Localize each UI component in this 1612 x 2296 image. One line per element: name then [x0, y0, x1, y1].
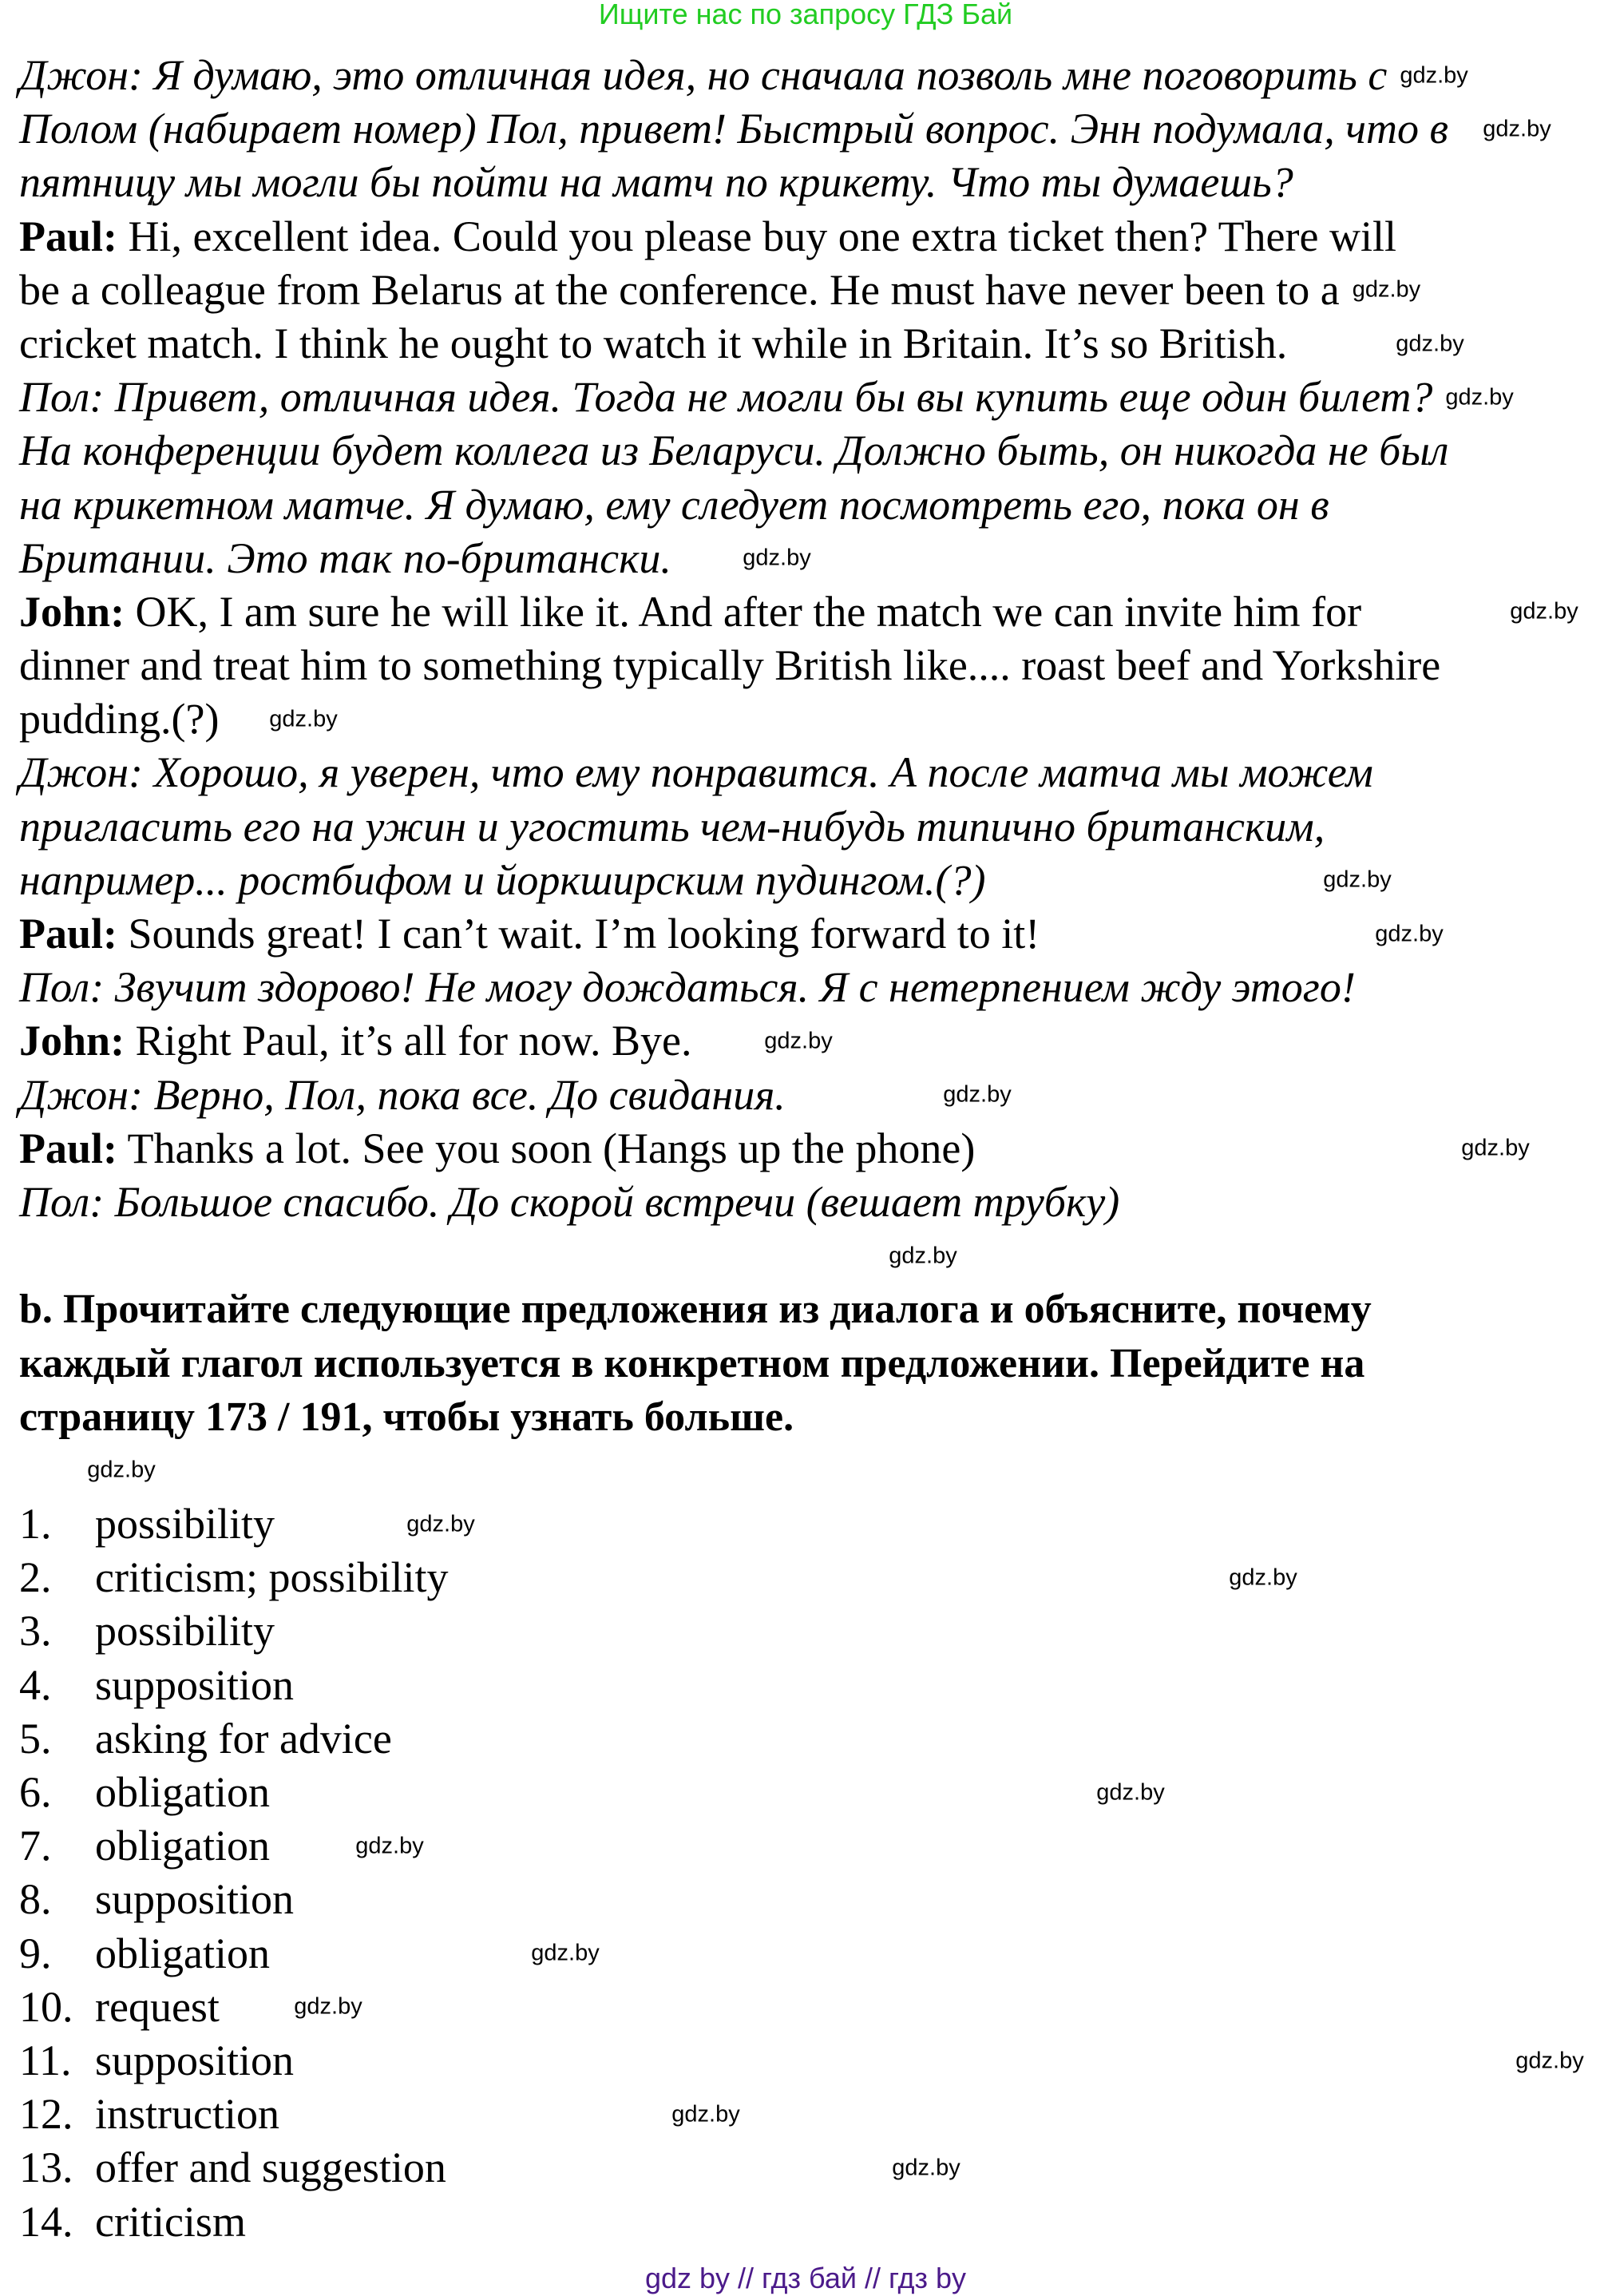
answer-text: supposition: [95, 1875, 295, 1924]
line-text: страницу 173 / 191, чтобы узнать больше.: [19, 1394, 794, 1440]
answer-text: instruction: [95, 2090, 279, 2139]
answer-text: possibility: [95, 1500, 275, 1549]
answer-item: [19, 2141, 1608, 2195]
line-text: Пол: Привет, отличная идея. Тогда не могли бы вы купить еще один билет?: [19, 373, 1433, 422]
answer-item: [19, 1659, 1608, 1712]
answer-number: 13.: [19, 2143, 73, 2192]
task-heading-line: [19, 1390, 1608, 1444]
watermark-text: gdz.by: [1400, 62, 1468, 89]
task-heading-line: [19, 1337, 1608, 1390]
line-text: Пол: Большое спасибо. До скорой встречи (вешает трубку): [19, 1177, 1120, 1226]
dialogue-line: [19, 907, 1608, 961]
search-hint-header: Ищите нас по запросу ГДЗ Бай: [598, 0, 1013, 30]
line-text: b. Прочитайте следующие предложения из диалога и объясните, почему: [19, 1287, 1372, 1333]
translation-line: [19, 478, 1608, 532]
dialogue-line: [19, 210, 1608, 264]
answer-text: obligation: [95, 1822, 270, 1870]
answer-item: [19, 2195, 1608, 2249]
watermark-text: gdz.by: [1229, 1564, 1297, 1591]
answer-item: [19, 1604, 1608, 1658]
translation-line: [19, 1069, 1608, 1122]
answer-item: [19, 1712, 1608, 1766]
answer-item: [19, 2034, 1608, 2088]
line-text: Джон: Хорошо, я уверен, что ему понравится. А после матча мы можем: [19, 748, 1373, 797]
answer-number: 1.: [19, 1500, 52, 1549]
dialogue-line: [19, 1122, 1608, 1176]
watermark-text: gdz.by: [1375, 921, 1444, 947]
spacer: [19, 1444, 1608, 1497]
translation-line: [19, 746, 1608, 799]
answer-text: criticism; possibility: [95, 1553, 449, 1602]
watermark-text: gdz.by: [1510, 598, 1578, 625]
line-text: dinner and treat him to something typically British like.... roast beef and Yorkshire: [19, 641, 1441, 690]
watermark-text: gdz.by: [294, 1993, 362, 2020]
line-text: be a colleague from Belarus at the conference. He must have never been to a: [19, 265, 1340, 314]
line-text: OK, I am sure he will like it. And after the match we can invite him for: [125, 587, 1362, 636]
dialogue-line: [19, 585, 1608, 639]
answer-number: 2.: [19, 1553, 52, 1602]
speaker-name: Paul:: [19, 212, 118, 260]
watermark-text: gdz.by: [1445, 384, 1514, 410]
watermark-text: gdz.by: [1461, 1135, 1530, 1161]
watermark-text: gdz.by: [743, 545, 811, 571]
answer-text: supposition: [95, 2036, 295, 2084]
answer-number: 9.: [19, 1929, 52, 1977]
watermark-text: gdz.by: [406, 1511, 475, 1537]
translation-line: [19, 371, 1608, 424]
speaker-name: Paul:: [19, 1124, 118, 1172]
watermark-text: gdz.by: [889, 1243, 957, 1269]
answer-text: offer and suggestion: [95, 2143, 446, 2192]
watermark-text: gdz.by: [531, 1940, 600, 1966]
line-text: cricket match. I think he ought to watch it while in Britain. It’s so British.: [19, 319, 1288, 367]
answer-text: obligation: [95, 1768, 270, 1816]
speaker-name: Paul:: [19, 910, 118, 958]
watermark-text: gdz.by: [1352, 276, 1421, 303]
task-heading-line: [19, 1283, 1608, 1336]
line-text: Пол: Звучит здорово! Не могу дождаться. Я с нетерпением жду этого!: [19, 963, 1356, 1012]
answer-item: [19, 1819, 1608, 1873]
translation-line: [19, 854, 1608, 907]
answer-text: asking for advice: [95, 1714, 392, 1763]
dialogue-line: [19, 1014, 1608, 1068]
watermark-text: gdz.by: [1323, 866, 1392, 893]
dialogue-line: [19, 317, 1608, 371]
speaker-name: John:: [19, 587, 125, 636]
line-text: pudding.(?): [19, 695, 220, 744]
answer-number: 6.: [19, 1768, 52, 1816]
answer-number: 5.: [19, 1714, 52, 1763]
translation-line: [19, 961, 1608, 1014]
answer-text: request: [95, 1982, 220, 2031]
watermark-text: gdz.by: [1483, 116, 1551, 142]
translation-line: [19, 1176, 1608, 1229]
watermark-text: gdz.by: [1396, 331, 1464, 357]
line-text: Right Paul, it’s all for now. Bye.: [125, 1017, 692, 1065]
line-text: Thanks a lot. See you soon (Hangs up the phone): [117, 1124, 976, 1172]
spacer: [19, 1229, 1608, 1283]
translation-line: [19, 800, 1608, 854]
answer-number: 3.: [19, 1607, 52, 1656]
translation-line: [19, 424, 1608, 478]
speaker-name: John:: [19, 1017, 125, 1065]
watermark-text: gdz.by: [1096, 1779, 1165, 1806]
answer-number: 12.: [19, 2090, 73, 2139]
watermark-text: gdz.by: [892, 2155, 960, 2181]
watermark-text: gdz.by: [87, 1457, 156, 1483]
answer-text: possibility: [95, 1607, 275, 1656]
dialogue-line: [19, 639, 1608, 692]
answer-text: obligation: [95, 1929, 270, 1977]
answer-number: 10.: [19, 1982, 73, 2031]
answer-text: supposition: [95, 1660, 295, 1709]
answer-number: 8.: [19, 1875, 52, 1924]
answer-item: [19, 1497, 1608, 1551]
translation-line: [19, 49, 1608, 102]
watermark-text: gdz.by: [671, 2101, 740, 2127]
translation-line: [19, 532, 1608, 585]
translation-line: [19, 156, 1608, 209]
answer-item: [19, 1981, 1608, 2034]
line-text: пятницу мы могли бы пойти на матч по крикету. Что ты думаешь?: [19, 158, 1293, 207]
line-text: на крикетном матче. Я думаю, ему следует посмотреть его, пока он в: [19, 480, 1329, 529]
answer-number: 14.: [19, 2197, 73, 2246]
answer-item: [19, 1873, 1608, 1926]
line-text: пригласить его на ужин и угостить чем-нибудь типично британским,: [19, 802, 1325, 851]
line-text: Hi, excellent idea. Could you please buy one extra ticket then? There will: [117, 212, 1396, 260]
document-body: [19, 49, 1608, 2249]
watermark-text: gdz.by: [269, 706, 338, 732]
watermark-text: gdz.by: [1515, 2048, 1584, 2074]
watermark-text: gdz.by: [355, 1833, 424, 1859]
line-text: Sounds great! I can’t wait. I’m looking forward to it!: [117, 910, 1040, 958]
answer-number: 11.: [19, 2036, 72, 2084]
dialogue-line: [19, 264, 1608, 317]
answer-number: 4.: [19, 1660, 52, 1709]
answer-text: criticism: [95, 2197, 246, 2246]
translation-line: [19, 102, 1608, 156]
line-text: Полом (набирает номер) Пол, привет! Быстрый вопрос. Энн подумала, что в: [19, 105, 1448, 153]
watermark-text: gdz.by: [764, 1028, 833, 1054]
line-text: На конференции будет коллега из Беларуси. Должно быть, он никогда не был: [19, 426, 1449, 475]
line-text: Британии. Это так по-британски.: [19, 533, 671, 582]
line-text: например... ростбифом и йоркширским пудингом.(?): [19, 855, 986, 904]
footer-links: gdz by // гдз бай // гдз by: [644, 2262, 967, 2294]
watermark-text: gdz.by: [943, 1081, 1012, 1108]
answer-number: 7.: [19, 1822, 52, 1870]
answer-item: [19, 2088, 1608, 2141]
answer-item: [19, 1551, 1608, 1604]
dialogue-line: [19, 692, 1608, 746]
line-text: каждый глагол используется в конкретном предложении. Перейдите на: [19, 1340, 1365, 1386]
answer-item: [19, 1766, 1608, 1819]
answer-item: [19, 1927, 1608, 1981]
line-text: Джон: Верно, Пол, пока все. До свидания.: [19, 1070, 786, 1119]
line-text: Джон: Я думаю, это отличная идея, но сначала позволь мне поговорить с: [19, 51, 1388, 99]
